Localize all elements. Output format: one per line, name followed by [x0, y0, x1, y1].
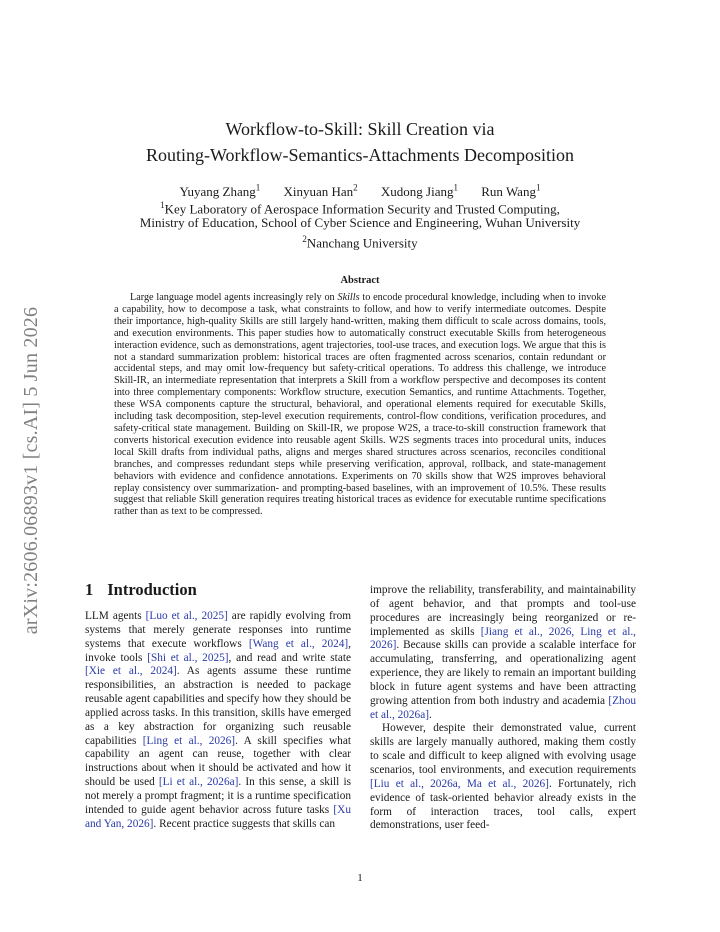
section-heading: [85, 580, 197, 600]
citation-link[interactable]: [Jiang et al., 2026, Ling et al., 2026]: [370, 625, 637, 652]
paragraph-text: improve the reliability, transferability, and maintainability of agent behavior, and that prompts and tool-use procedures are increasingly being reorganized or re-implemented as skills: [370, 584, 636, 638]
author: Run Wang$^1$: [481, 183, 541, 200]
arxiv-sidebar: [12, 270, 52, 670]
paragraph-text: are rapidly evolving from systems that merely generate responses into runtime systems that execute workflows: [85, 610, 351, 650]
citation-link[interactable]: [Luo et al., 2025]: [145, 610, 228, 622]
abstract-body: Large language model agents increasingly rely on Skills to encode procedural knowledge, including when to invoke a capability, how to decompose a task, what constraints to follow, and how to verify intermediate outcomes. Despite their importance, high-quality Skills are still largely hand-written, making them difficult to scale across domains, tools, and execution environments. This paper studies how to automatically construct executable Skills from heterogeneous interaction evidence, such as demonstrations, agent trajectories, tool-use traces, and execution logs. We argue that this is not a standard summarization problem: historical traces are often fragmented across scenarios, contain redundant or accidental steps, and may omit low-frequency but safety-critical operations. To address this challenge, we introduce Skill-IR, an intermediate representation that interprets a Skill from a workflow perspective and decomposes its content into three complementary components: Workflow structure, execution Semantics, and runtime Attachments. Together, these WSA components capture the structural, behavioral, and operational elements required for executable Skills, including task decomposition, step-level execution requirements, control-flow conditions, verification procedures, and safety-critical state management. Building on Skill-IR, we propose W2S, a trace-to-skill construction framework that converts historical execution evidence into reusable agent Skills. W2S segments traces into procedural units, induces local Skill drafts from individual paths, aligns and merges shared structures across scenarios, reconciles conditional branches, and compresses redundant steps while preserving verification, approval, rollback, and state-management behaviors with evidence and confidence annotations. Experiments on 70 skills show that W2S improves behavioral replay consistency over summarization- and prompting-based baselines, with an improvement of 10.5%. These results suggest that reliable Skill generation requires treating historical traces as evidence for executable runtime specifications rather than as text to be compressed.: [114, 292, 606, 518]
author: Xinyuan Han$^2$: [283, 183, 358, 200]
intro-paragraph: [85, 610, 351, 832]
affiliation-2: $^2$Nanchang University: [302, 234, 418, 251]
section-number: 1: [85, 580, 94, 599]
paper-title-line-1: Workflow-to-Skill: Skill Creation via: [225, 119, 495, 139]
paragraph-text: LLM agents: [85, 610, 146, 622]
intro-left-column: [85, 610, 351, 832]
citation-link[interactable]: [Ling et al., 2026]: [142, 734, 236, 747]
arxiv-identifier: arXiv:2606.06893v1 [cs.AI] 5 Jun 2026: [20, 306, 43, 634]
intro-paragraph: [370, 722, 636, 833]
citation-link[interactable]: [Zhou et al., 2026a]: [370, 694, 636, 721]
intro-right-column: [370, 584, 636, 833]
author: Yuyang Zhang$^1$: [179, 183, 261, 200]
paragraph-text: . A skill specifies what capability an agent can reuse, together with clear instructions about when it should be activated and how it should be used: [85, 734, 351, 789]
paragraph-text: , invoke tools: [85, 637, 351, 664]
abstract-heading: Abstract: [340, 275, 380, 286]
citation-link[interactable]: [Wang et al., 2024]: [248, 637, 349, 650]
paragraph-text: . As agents assume these runtime responsibilities, an abstraction is needed to package reusable agent capabilities and specify how they should be applied across tasks. In this transition, skills have emerged as a key abstraction for organizing such reusable capabilities: [85, 665, 351, 747]
citation-link[interactable]: [Shi et al., 2025]: [147, 651, 229, 664]
affiliation-1-line-1: $^1$Key Laboratory of Aerospace Information Security and Trusted Computing,: [160, 200, 560, 217]
paragraph-text: . Because skills can provide a scalable interface for accumulating, transferring, and operationalizing agent experience, they are likely to remain an important building block in future agent systems and have been attracting growing attention from both industry and academia: [370, 639, 636, 707]
section-title: Introduction: [107, 580, 197, 599]
citation-link[interactable]: [Xu and Yan, 2026]: [85, 803, 351, 830]
page-number: 1: [357, 872, 363, 884]
intro-paragraph: [370, 584, 636, 722]
paragraph-text: . Recent practice suggests that skills can: [153, 817, 336, 830]
author: Xudong Jiang$^1$: [380, 183, 459, 200]
paragraph-text: . In this sense, a skill is not merely a prompt fragment; it is a runtime specification intended to guide agent behavior across future tasks: [85, 776, 351, 816]
citation-link[interactable]: [Xie et al., 2024]: [85, 665, 177, 678]
paragraph-text: .: [428, 708, 432, 721]
citation-link[interactable]: [Liu et al., 2026a, Ma et al., 2026]: [370, 777, 549, 790]
affiliation-1-line-2: Ministry of Education, School of Cyber Science and Engineering, Wuhan University: [139, 215, 581, 230]
paper-title-line-2: Routing-Workflow-Semantics-Attachments Decomposition: [146, 145, 574, 165]
paragraph-text: , and read and write state: [228, 651, 351, 664]
paragraph-text: However, despite their demonstrated value, current skills are largely manually authored, making them costly to scale and difficult to keep aligned with evolving usage scenarios, tool environments, and execution requirements: [370, 722, 636, 776]
paragraph-text: . Fortunately, rich evidence of task-oriented behavior already exists in the form of interaction traces, tool calls, expert demonstrations, user feed-: [370, 777, 636, 832]
citation-link[interactable]: [Li et al., 2026a]: [158, 776, 239, 789]
